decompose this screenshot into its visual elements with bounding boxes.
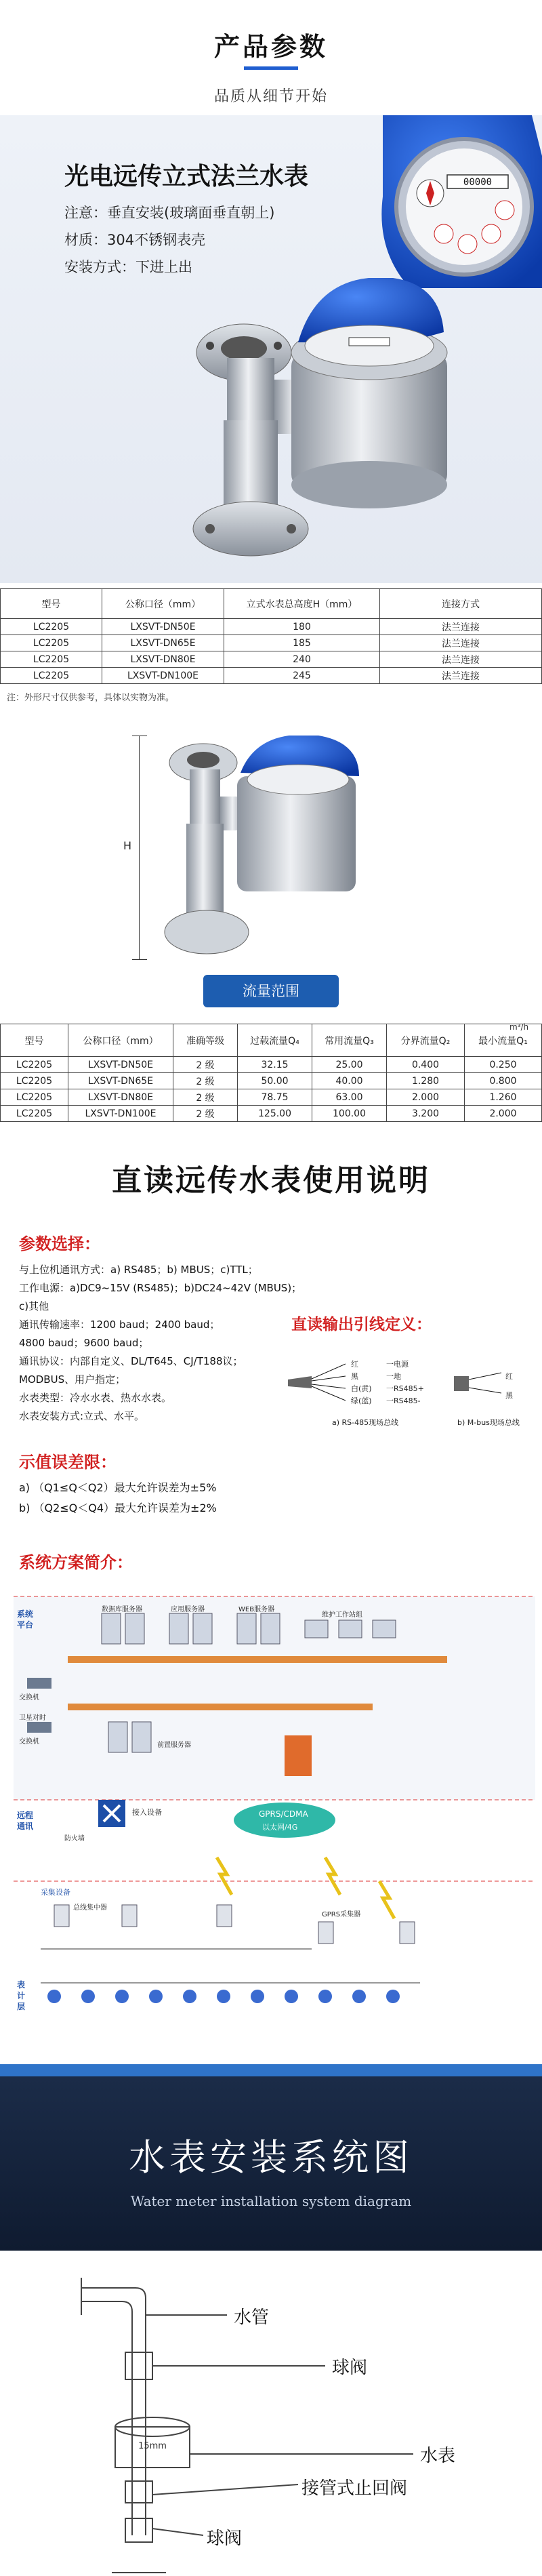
- label-app-server: 应用服务器: [171, 1606, 205, 1613]
- label-firewall: 防火墙: [64, 1835, 85, 1843]
- dimension-table: [0, 588, 542, 684]
- col-accuracy: 准确等级: [173, 1024, 238, 1057]
- wiring-right-colors: 红 黑: [505, 1372, 513, 1400]
- header-section: [0, 0, 542, 115]
- label-meter: 水表: [420, 2446, 456, 2466]
- page-subtitle: 品质从细节开始: [213, 88, 328, 105]
- spec-line-material: 材质：304不锈钢表壳: [64, 232, 206, 248]
- col-height: 立式水表总高度H（mm）: [224, 589, 380, 619]
- install-title: 水表安装系统图: [129, 2136, 413, 2179]
- table-row: LC2205 LXSVT-DN65E 185 法兰连接: [1, 635, 542, 651]
- label-web-server: WEB服务器: [238, 1606, 275, 1613]
- col-model: 型号: [1, 1024, 68, 1057]
- error-title: 示值误差限：: [19, 1453, 117, 1472]
- label-db-server: 数据库服务器: [102, 1606, 142, 1613]
- wiring-left-colors: 红 黑 白(黄) 绿(蓝): [351, 1360, 372, 1405]
- table-row: LC2205 LXSVT-DN80E 240 法兰连接: [1, 651, 542, 668]
- label-switch: 交换机: [19, 1694, 39, 1702]
- wiring-title: 直读输出引线定义：: [291, 1316, 432, 1333]
- product-title: 光电远传立式法兰水表: [64, 163, 309, 190]
- table-row: LC2205 LXSVT-DN80E 2 级 78.75 63.00 2.000 1.260: [1, 1089, 542, 1106]
- label-check-valve: 接管式止回阀: [301, 2478, 408, 2499]
- col-diameter: 公称口径（mm）: [68, 1024, 173, 1057]
- system-diagram: [14, 1583, 535, 2044]
- spec-line-orientation: 注意：垂直安装(玻璃面垂直朝上): [64, 205, 275, 221]
- title-underline: [244, 66, 298, 70]
- error-list: a) （Q1≤Q＜Q2）最大允许误差为±5% b) （Q2≤Q＜Q4）最大允许误差为±2%: [19, 1481, 217, 1514]
- label-switch-b: 交换机: [19, 1738, 39, 1746]
- label-field: 表计层: [17, 1980, 26, 2011]
- flow-range-pill: 流量范围: [203, 975, 339, 1007]
- col-model: 型号: [1, 589, 102, 619]
- label-ball-valve-upper: 球阀: [332, 2358, 368, 2378]
- table-row: LC2205 LXSVT-DN50E 2 级 32.15 25.00 0.400 0.250: [1, 1057, 542, 1073]
- meter-dial-image: [369, 115, 542, 291]
- install-banner: [0, 2064, 542, 2251]
- label-gprs-collector: GPRS采集器: [322, 1911, 361, 1918]
- table-row: LC2205 LXSVT-DN50E 180 法兰连接: [1, 619, 542, 635]
- wiring-left-signals: 一电源 一地 一RS485+ 一RS485-: [386, 1360, 424, 1405]
- label-sat-time: 卫星对时: [19, 1714, 46, 1722]
- wiring-diagram: [285, 1349, 542, 1430]
- spec-line-install: 安装方式：下进上出: [64, 259, 192, 275]
- flow-range-table: [0, 1024, 542, 1122]
- label-remote: 远程通讯: [17, 1811, 34, 1831]
- label-ethernet: 以太网/4G: [262, 1823, 298, 1832]
- table-row: LC2205 LXSVT-DN65E 2 级 50.00 40.00 1.280 0.800: [1, 1073, 542, 1089]
- label-collector: 采集设备: [41, 1888, 70, 1897]
- h-label: H: [123, 839, 132, 852]
- page-title: 产品参数: [213, 32, 328, 62]
- wiring-left-caption: a) RS-485现场总线: [332, 1418, 399, 1427]
- dial-digits: 00000: [463, 177, 493, 188]
- banner-strip: [0, 2064, 542, 2076]
- params-list: 与上位机通讯方式：a) RS485；b) MBUS；c)TTL； 工作电源：a)DC9~15V (RS485)；b)DC24~42V (MBUS)；c)其他 通讯传输速率：1200 baud；2400 baud； 4800 baud；9600 baud； 通讯协议：内部自定义、DL/T645、CJ/T188议； MODBUS、用户指定； 水表类型：冷水水表、热水水表。 水表安装方式:立式、水平。: [19, 1264, 302, 1422]
- params-title: 参数选择：: [19, 1234, 100, 1253]
- col-q4: 过载流量Q₄: [238, 1024, 312, 1057]
- table-note: 注：外形尺寸仅供参考，具体以实物为准。: [7, 693, 175, 703]
- product-image: [183, 278, 454, 569]
- col-connection: 连接方式: [380, 589, 542, 619]
- label-ball-valve-lower: 球阀: [207, 2529, 243, 2549]
- flow-unit: m³/h: [509, 1022, 529, 1032]
- label-gprs: GPRS/CDMA: [259, 1809, 308, 1819]
- side-view-image: [163, 736, 366, 966]
- col-q2: 分界流量Q₂: [387, 1024, 465, 1057]
- label-front-server: 前置服务器: [157, 1742, 191, 1749]
- col-q1: 最小流量Q₁: [465, 1024, 542, 1057]
- meter-label: 15mm: [138, 2441, 167, 2451]
- label-pipe: 水管: [234, 2308, 270, 2328]
- table-row: LC2205 LXSVT-DN100E 2 级 125.00 100.00 3.200 2.000: [1, 1106, 542, 1122]
- col-diameter: 公称口径（mm）: [102, 589, 224, 619]
- dimension-drawing: [0, 705, 542, 976]
- manual-title: 直读远传水表使用说明: [112, 1163, 430, 1198]
- label-concentrator: 总线集中器: [73, 1904, 107, 1912]
- install-diagram: [0, 2251, 542, 2576]
- label-access: 接入设备: [132, 1808, 162, 1817]
- system-title: 系统方案简介：: [19, 1553, 133, 1572]
- col-q3: 常用流量Q₃: [312, 1024, 387, 1057]
- wiring-right-caption: b) M-bus现场总线: [457, 1418, 520, 1427]
- table-row: LC2205 LXSVT-DN100E 245 法兰连接: [1, 668, 542, 684]
- label-sys-platform: 系统平台: [17, 1609, 34, 1630]
- install-subtitle: Water meter installation system diagram: [130, 2193, 412, 2209]
- h-dimension-line: [139, 736, 140, 959]
- label-maint: 维护工作站组: [322, 1611, 362, 1619]
- product-hero: [0, 115, 542, 583]
